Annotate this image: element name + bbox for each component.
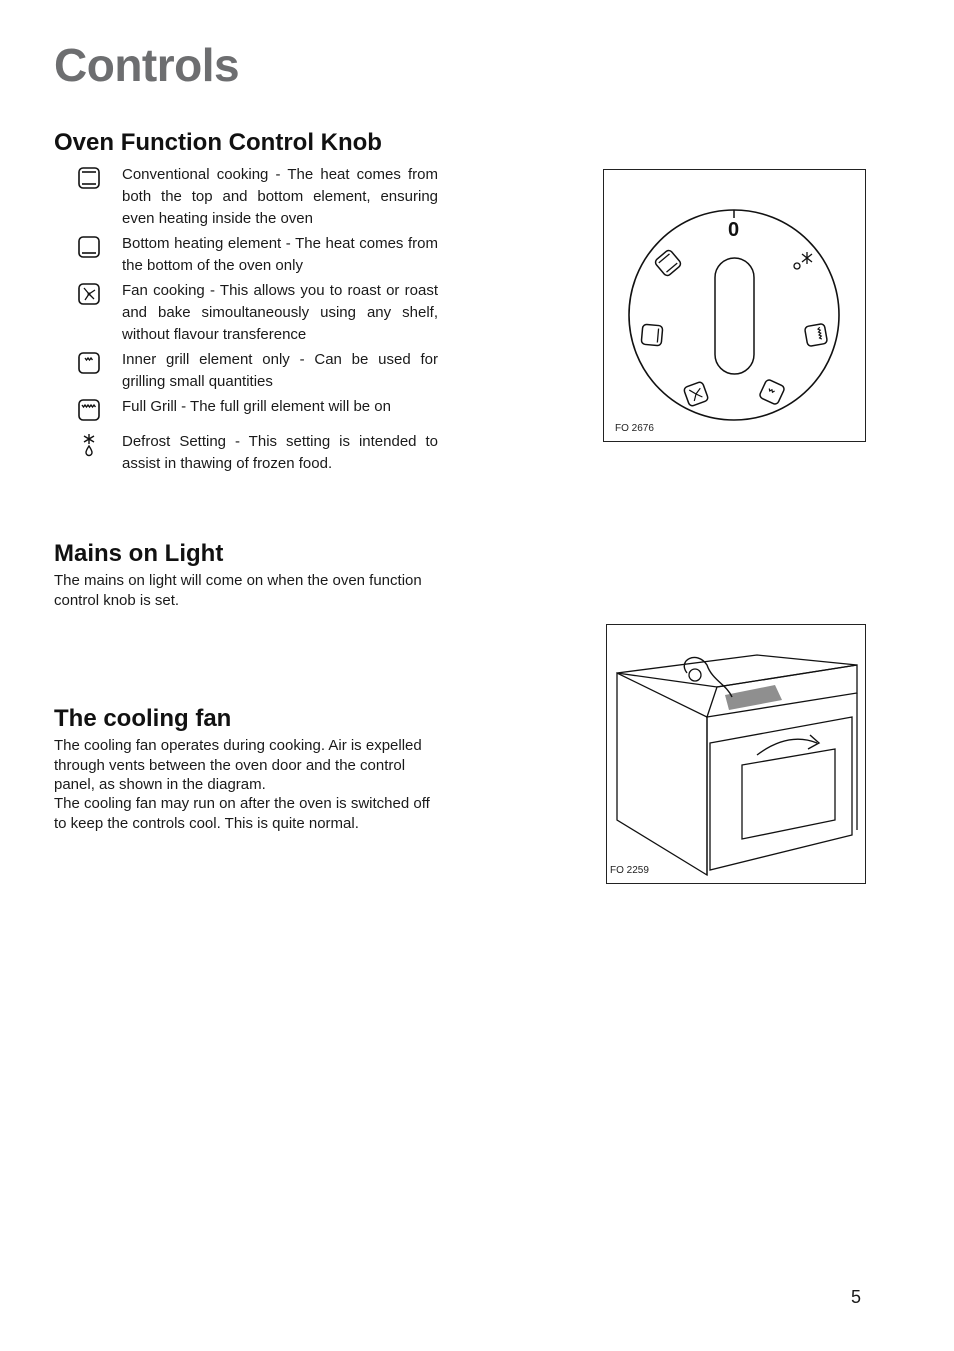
knob-full-grill-icon bbox=[804, 323, 827, 346]
mains-light-text: The mains on light will come on when the oven function control knob is set. bbox=[54, 572, 422, 609]
oven-figure-label: FO 2259 bbox=[610, 865, 649, 876]
inner-grill-icon bbox=[72, 349, 106, 381]
cooling-fan-text-1: The cooling fan operates during cooking. Air is expelled through vents between the oven door and the control panel, as shown in the diagram. bbox=[54, 737, 422, 793]
fan-cooking-icon bbox=[72, 280, 106, 312]
oven-function-heading: Oven Function Control Knob bbox=[54, 129, 382, 156]
cooling-fan-heading: The cooling fan bbox=[54, 705, 232, 732]
page-number: 5 bbox=[851, 1287, 862, 1307]
function-item-defrost bbox=[72, 431, 438, 475]
conventional-cooking-icon bbox=[72, 164, 106, 196]
function-item-bottom-heat bbox=[72, 233, 438, 277]
oven-diagram bbox=[606, 624, 866, 884]
knob-conventional-icon bbox=[654, 249, 682, 277]
knob-zero-mark: 0 bbox=[728, 219, 740, 241]
control-knob-illustration bbox=[604, 170, 865, 441]
function-description: Conventional cooking - The heat comes from both the top and bottom element, ensuring even heating inside the oven bbox=[122, 166, 438, 227]
function-item-inner-grill bbox=[72, 349, 438, 393]
function-item-conventional bbox=[72, 164, 438, 230]
knob-diagram bbox=[603, 169, 866, 442]
function-item-fan-cooking bbox=[72, 280, 438, 346]
function-description: Full Grill - The full grill element will be on bbox=[122, 398, 391, 415]
knob-inner-grill-icon bbox=[759, 379, 786, 406]
knob-defrost-icon bbox=[794, 252, 812, 269]
defrost-icon bbox=[72, 431, 106, 463]
full-grill-icon bbox=[72, 396, 106, 428]
knob-bottom-heat-icon bbox=[641, 324, 663, 346]
function-description: Bottom heating element - The heat comes from the bottom of the oven only bbox=[122, 235, 438, 274]
mains-light-heading: Mains on Light bbox=[54, 540, 224, 567]
function-description: Inner grill element only - Can be used for grilling small quantities bbox=[122, 351, 438, 390]
function-description: Fan cooking - This allows you to roast or roast and bake simoultaneously using any shelf, without flavour transference bbox=[122, 282, 438, 343]
bottom-heat-icon bbox=[72, 233, 106, 265]
function-description: Defrost Setting - This setting is intended to assist in thawing of frozen food. bbox=[122, 433, 438, 472]
page-title: Controls bbox=[54, 39, 240, 91]
cooling-fan-text-2: The cooling fan may run on after the oven is switched off to keep the controls cool. This is quite normal. bbox=[54, 795, 430, 832]
knob-fan-icon bbox=[683, 381, 709, 407]
function-item-full-grill bbox=[72, 396, 438, 428]
oven-cooling-illustration bbox=[607, 625, 865, 883]
oven-function-list bbox=[72, 164, 438, 478]
knob-figure-label: FO 2676 bbox=[615, 423, 654, 434]
